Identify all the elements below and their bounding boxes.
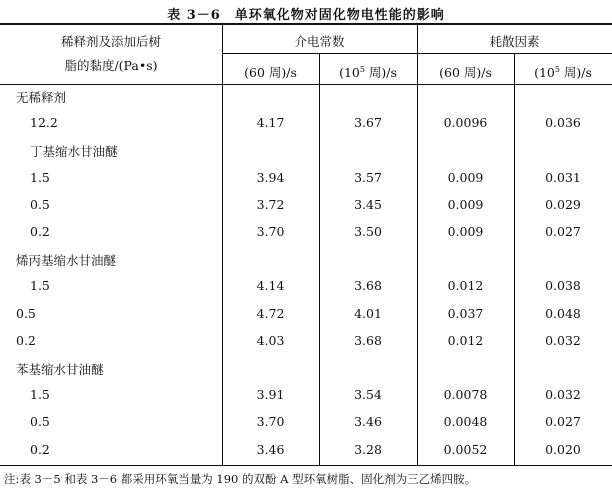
- header-dielectric-constant: 介电常数: [294, 34, 345, 49]
- table-cell: 0.027: [545, 414, 581, 430]
- table-cell: 0.027: [545, 224, 581, 239]
- viscosity-cell: 0.5: [16, 305, 36, 321]
- table-cell: 3.68: [354, 278, 382, 294]
- table-cell: 4.17: [256, 115, 285, 131]
- table-cell: 0.037: [447, 305, 484, 321]
- viscosity-cell: 1.5: [30, 387, 50, 403]
- viscosity-cell: 0.2: [30, 224, 50, 239]
- table-cell: 0.036: [545, 115, 581, 131]
- table-cell: 3.70: [256, 224, 285, 239]
- diluent-group-label: 丁基缩水甘油醚: [30, 144, 118, 160]
- header-col0-line2: 脂的黏度/(Pa•s): [64, 58, 158, 73]
- table-note: 注:表 3－5 和表 3－6 都采用环氧当量为 190 的双酚 A 型环氧树脂、固化剂为三乙烯四胺。: [4, 472, 477, 486]
- table-cell: 0.032: [545, 387, 581, 403]
- table-cell: 4.03: [256, 332, 285, 348]
- table-cell: 3.70: [256, 414, 285, 430]
- table-cell: 3.45: [354, 196, 382, 212]
- table-cell: 0.009: [447, 196, 484, 212]
- viscosity-cell: 12.2: [30, 115, 58, 131]
- table-cell: 0.020: [545, 441, 581, 457]
- table-cell: 4.14: [256, 278, 285, 294]
- table-cell: 3.28: [354, 441, 382, 457]
- header-sub-60: (60 周)/s: [439, 65, 492, 80]
- table-cell: 3.57: [354, 169, 382, 185]
- table-cell: 3.50: [354, 224, 382, 239]
- table-cell: 0.009: [447, 169, 484, 185]
- table-cell: 0.038: [545, 278, 581, 294]
- header-sub-60: (60 周)/s: [244, 65, 297, 80]
- table-caption: 表 3－6 单环氧化物对固化物电性能的影响: [167, 8, 445, 23]
- viscosity-cell: 0.2: [30, 441, 50, 457]
- header-sub-10e5: ($10^5$ 周)/s: [339, 65, 397, 80]
- table-cell: 0.032: [545, 332, 581, 348]
- table-cell: 3.46: [354, 414, 382, 430]
- table-cell: 0.0048: [443, 414, 488, 430]
- table-cell: 3.68: [354, 332, 382, 348]
- table-cell: 0.029: [545, 196, 581, 212]
- table-cell: 3.94: [256, 169, 285, 185]
- table-cell: 0.012: [447, 278, 484, 294]
- table-cell: 0.048: [545, 305, 581, 321]
- table-cell: 3.91: [256, 387, 285, 403]
- top-rule: [0, 23, 612, 25]
- viscosity-cell: 1.5: [30, 169, 50, 185]
- table-cell: 0.0078: [443, 387, 488, 403]
- viscosity-cell: 0.5: [30, 414, 50, 430]
- table-cell: 0.012: [447, 332, 484, 348]
- header-col0-line1: 稀释剂及添加后树: [60, 34, 161, 49]
- table-cell: 4.72: [256, 305, 285, 321]
- diluent-group-label: 苯基缩水甘油醚: [16, 362, 104, 377]
- diluent-group-label: 无稀释剂: [16, 90, 67, 105]
- viscosity-cell: 0.2: [16, 332, 36, 348]
- table-cell: 0.009: [447, 224, 484, 239]
- table-cell: 3.67: [354, 115, 382, 131]
- table-cell: 4.01: [354, 305, 382, 321]
- diluent-group-label: 烯丙基缩水甘油醚: [16, 253, 117, 269]
- table-cell: 3.46: [256, 441, 285, 457]
- header-bottom-rule: [0, 84, 612, 85]
- table-cell: 3.54: [354, 387, 382, 403]
- viscosity-cell: 1.5: [30, 278, 50, 294]
- header-sub-10e5: ($10^5$ 周)/s: [534, 65, 592, 80]
- header-dissipation-factor: 耗散因素: [489, 34, 540, 49]
- table-bottom-rule: [0, 465, 612, 466]
- table-cell: 3.72: [256, 196, 285, 212]
- viscosity-cell: 0.5: [30, 196, 50, 212]
- table-cell: 0.0096: [443, 115, 488, 131]
- table-cell: 0.031: [545, 169, 581, 185]
- table-cell: 0.0052: [443, 441, 488, 457]
